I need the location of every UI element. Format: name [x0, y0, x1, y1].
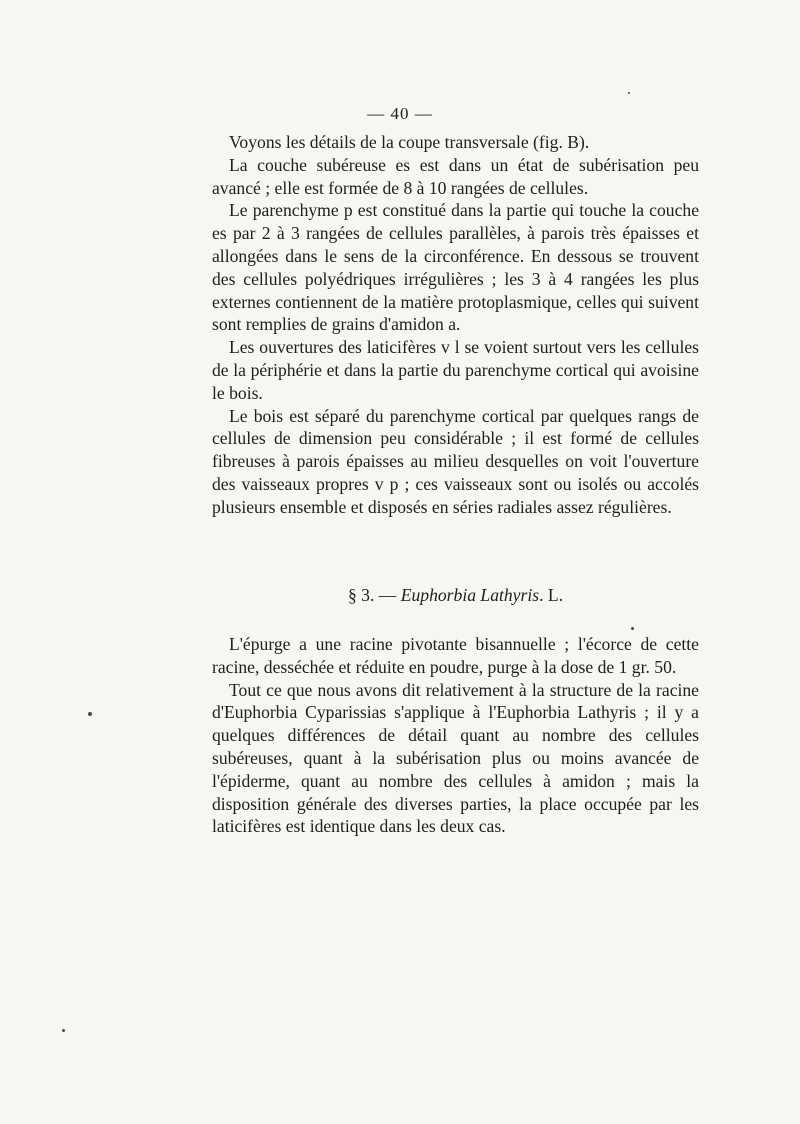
paragraph: La couche subéreuse es est dans un état de subérisation peu avancé ; elle est formée de 8 à 10 rangées de cellules. — [212, 154, 699, 198]
paragraph: L'épurge a une racine pivotante bisannuelle ; l'écorce de cette racine, desséchée et réduite en poudre, purge à la dose de 1 gr. 50. — [212, 634, 699, 677]
body-text-section-1 — [212, 131, 699, 519]
paragraph: Le parenchyme p est constitué dans la partie qui touche la couche es par 2 à 3 rangées de cellules parallèles, à parois très épaisses et allongées dans le sens de la circonférence. En dessous se trouvent des cellules polyédriques irrégulières ; les 3 à 4 rangées les plus externes contiennent de la matière protoplasmique, celles qui suivent sont remplies de grains d'amidon a. — [212, 200, 699, 335]
body-text-section-2 — [212, 633, 699, 838]
paragraph: Voyons les détails de la coupe transversale (fig. B). — [229, 132, 590, 152]
ink-speck — [628, 92, 630, 94]
ink-speck — [631, 627, 634, 630]
ink-speck — [62, 1029, 65, 1032]
page-number: — 40 — — [367, 104, 433, 123]
paragraph: Tout ce que nous avons dit relativement à la structure de la racine d'Euphorbia Cyparissias s'applique à l'Euphorbia Lathyris ; il y a quelques différences de détail quant au nombre des cellules subéreuses, quant à la subérisation plus ou moins avancée de l'épiderme, quant au nombre des cellules à amidon ; mais la disposition générale des diverses parties, la place occupée par les laticifères est identique dans les deux cas. — [212, 679, 699, 837]
section-heading-prefix: § 3. — — [347, 585, 401, 605]
section-heading — [212, 585, 699, 606]
paragraph: Les ouvertures des laticifères v l se voient surtout vers les cellules de la périphérie et dans la partie du parenchyme cortical qui avoisine le bois. — [212, 337, 699, 403]
paragraph: Le bois est séparé du parenchyme cortical par quelques rangs de cellules de dimension peu considérable ; il est formé de cellules fibreuses à parois épaisses au milieu desquelles on voit l'ouverture des vaisseaux propres v p ; ces vaisseaux sont ou isolés ou accolés plusieurs ensemble et disposés en séries radiales assez régulières. — [212, 405, 699, 517]
ink-speck — [88, 712, 92, 716]
section-heading-suffix: . L. — [539, 585, 564, 605]
section-heading-species: Euphorbia Lathyris — [400, 585, 540, 605]
